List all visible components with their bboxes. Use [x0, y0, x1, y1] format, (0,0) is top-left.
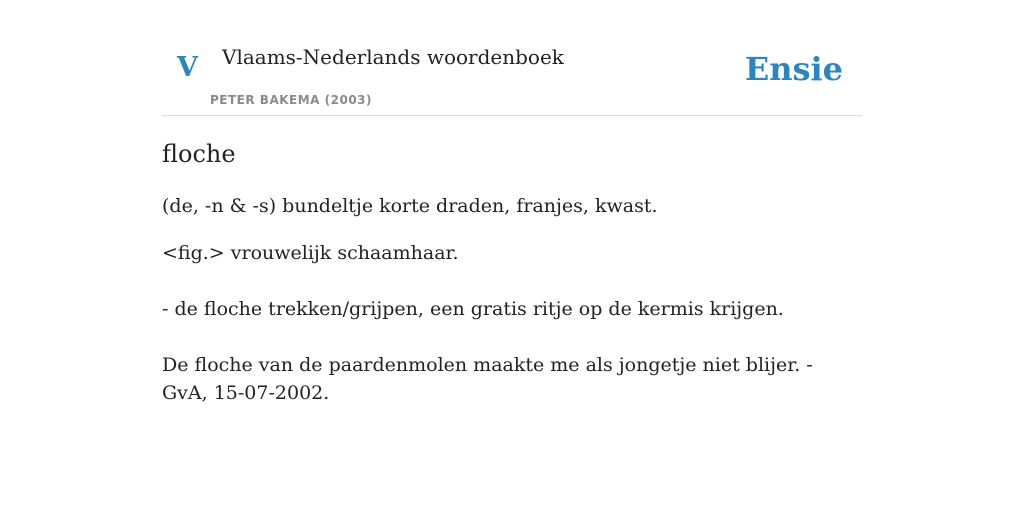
entry-expression: - de floche trekken/grijpen, een gratis ritje op de kermis krijgen.	[162, 298, 784, 320]
dictionary-letter-badge: V	[177, 52, 198, 83]
entry-figurative-meaning: <fig.> vrouwelijk schaamhaar.	[162, 242, 459, 264]
entry-headword: floche	[162, 140, 236, 168]
entry-definition: (de, -n & -s) bundeltje korte draden, franjes, kwast.	[162, 195, 658, 217]
ensie-logo[interactable]: Ensie	[744, 50, 843, 88]
dictionary-title[interactable]: Vlaams-Nederlands woordenboek	[222, 45, 564, 69]
dictionary-header	[162, 0, 862, 116]
entry-card	[162, 0, 862, 512]
entry-example-quote: De floche van de paardenmolen maakte me als jongetje niet blijer. - GvA, 15-07-2002.	[162, 354, 813, 404]
dictionary-author: PETER BAKEMA (2003)	[210, 93, 372, 107]
